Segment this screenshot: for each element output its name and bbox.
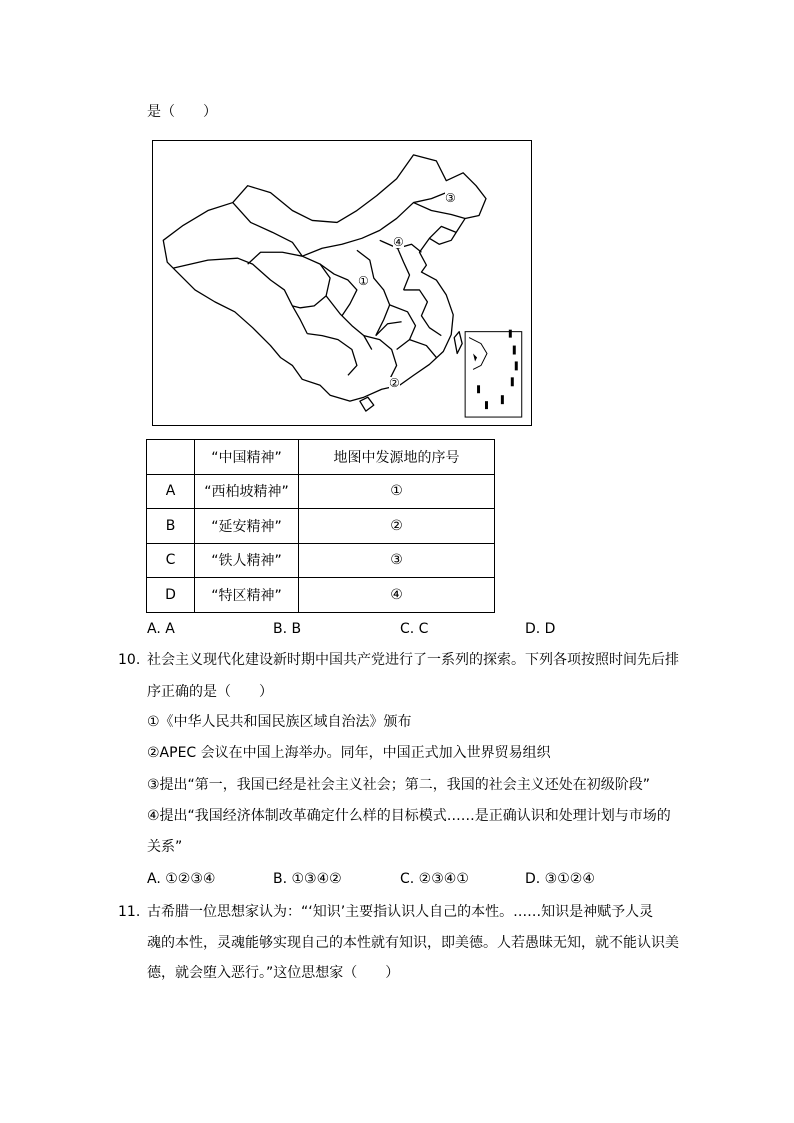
china-map-outline: [153, 141, 531, 425]
table-row: [147, 543, 495, 578]
q10-stem-line-1: 社会主义现代化建设新时期中国共产党进行了一系列的探索。下列各项按照时间先后排: [147, 652, 679, 668]
q10-item-3: ③提出“第一，我国已经是社会主义社会；第二，我国的社会主义还处在初级阶段”: [147, 777, 651, 793]
q9-option-c[interactable]: C. C: [400, 621, 429, 637]
table-cell: ②: [299, 509, 495, 544]
q10-item-4: ④提出“我国经济体制改革确定什么样的目标模式……是正确认识和处理计划与市场的: [147, 808, 671, 824]
table-header-cell: [147, 440, 195, 475]
table-cell: B: [147, 509, 195, 544]
table-header-cell: 地图中发源地的序号: [299, 440, 495, 475]
q10-number: 10.: [118, 652, 141, 668]
q10-item-4-cont: 关系”: [147, 839, 183, 855]
q11-stem-line-2: 魂的本性，灵魂能够实现自己的本性就有知识，即美德。人若愚昧无知，就不能认识美: [147, 935, 679, 951]
table-cell: “延安精神”: [195, 509, 299, 544]
q10-option-a[interactable]: A. ①②③④: [147, 871, 216, 887]
table-header-row: [147, 440, 495, 475]
q10-item-1: ①《中华人民共和国民族区域自治法》颁布: [147, 714, 412, 730]
map-marker-3: ③: [445, 191, 456, 205]
q9-option-a[interactable]: A. A: [147, 621, 175, 637]
map-marker-1: ①: [358, 274, 369, 288]
q10-option-d[interactable]: D. ③①②④: [525, 871, 595, 887]
q9-option-b[interactable]: B. B: [273, 621, 302, 637]
table-cell: C: [147, 543, 195, 578]
table-cell: ④: [299, 578, 495, 613]
map-marker-2: ②: [389, 376, 400, 390]
q11-stem-line-1: 古希腊一位思想家认为：“‘知识’主要指认识人自己的本性。……知识是神赋予人灵: [147, 904, 654, 920]
table-cell: A: [147, 474, 195, 509]
q10-option-c[interactable]: C. ②③④①: [400, 871, 469, 887]
table-cell: “铁人精神”: [195, 543, 299, 578]
q9-option-d[interactable]: D. D: [525, 621, 556, 637]
table-cell: “特区精神”: [195, 578, 299, 613]
spirit-origin-table: [146, 439, 495, 613]
q10-item-2: ②APEC 会议在中国上海举办。同年，中国正式加入世界贸易组织: [147, 745, 551, 761]
china-map: [152, 140, 532, 426]
q10-option-b[interactable]: B. ①③④②: [273, 871, 342, 887]
table-row: [147, 578, 495, 613]
table-cell: D: [147, 578, 195, 613]
q11-number: 11.: [118, 904, 141, 920]
table-cell: “西柏坡精神”: [195, 474, 299, 509]
table-row: [147, 509, 495, 544]
table-header-cell: “中国精神”: [195, 440, 299, 475]
q9-stem-tail: 是（ ）: [147, 104, 217, 120]
q11-stem-line-3: 德，就会堕入恶行。”这位思想家（ ）: [147, 965, 400, 981]
table-cell: ①: [299, 474, 495, 509]
table-cell: ③: [299, 543, 495, 578]
map-marker-4: ④: [393, 235, 404, 249]
q10-stem-line-2: 序正确的是（ ）: [147, 684, 273, 700]
table-row: [147, 474, 495, 509]
